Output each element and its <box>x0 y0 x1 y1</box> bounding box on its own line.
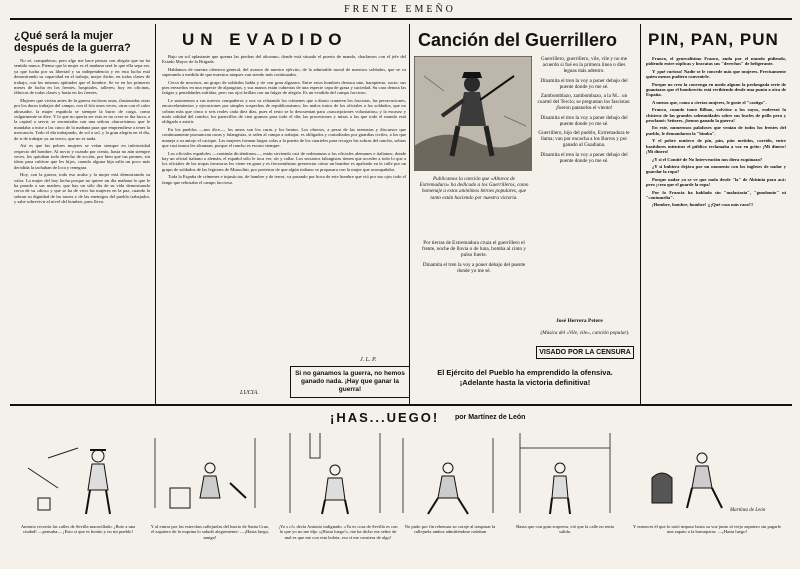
comic-panel-4 <box>398 428 498 518</box>
pin-article-title: PIN, PAN, PUN <box>648 30 779 49</box>
question-paragraph: Así es que las pobres mujeres se veían siempre en inferioridad respecto del hombre. Al novio y cuando por ciento, hasta no aún siempre veces, les quitaban todo derecho de acción, por bien que tus peones, sin ideas para cultivar que les hijos, cuando alguna hija salía un poco más decidida la tachaban de loca y renegara. <box>14 143 150 170</box>
evadido-paragraph: En los pueblos —nos dice—, los amos son los curas y los beatos. Los obreros, a pesar de las serenatas y discursos que continuamente pronuncian curas y falangistas, si salen al campo a trabajar, es obligados y custodiados por guardias civiles, a los que maneja a su antojo el cacique. Las mujeres forman largas colas a la puerta de los cuarteles para recoger las sobras del rancho, sobras que casi nunca les alcanzan, porque el rancho es escaso siempre. <box>162 126 406 149</box>
comic-caption-4: No pudo por fin rebenuar su coraje al traspasar la callejuela ambos admitiéndose rodaban <box>404 524 496 535</box>
question-article-body <box>14 58 150 388</box>
comic-title: ¡HAS...UEGO! <box>330 410 440 425</box>
pin-paragraph: ¡Hombre, hombre, hombre! ¡¡¡Qué cosa más rara!!! <box>652 202 754 208</box>
comic-caption-6: Y entonces él que lo notó impaso hasta su voz junto al viejo zapatero sin pagarle una zapato a la barraquera: —¡Hasta luego! <box>633 524 781 535</box>
pin-paragraph: Porque no creo la convenga en modo alguno la prolongada serie de guantazos que el hombrecito está recibiendo desde una punta a otra de España. <box>646 81 786 98</box>
column-divider <box>409 24 410 404</box>
cancion-author: José Herrera Petere <box>556 318 603 324</box>
masthead-title: FRENTE EMEÑO <box>344 4 456 15</box>
masthead-rule <box>10 18 792 20</box>
comic-panel-2 <box>150 428 260 518</box>
question-signature: LUCIA. <box>240 390 259 396</box>
comic-art-signature: Martínez de León <box>730 508 766 513</box>
cancion-article-title: Canción del Guerrillero <box>418 30 618 50</box>
stanza: Por tierras de Extremadura cruza el guerrillero el frente, noche de lluvia o de luna, bomba al cinto y pulso fuerte. <box>421 240 526 259</box>
cancion-music: (Música del «Vile, vile», canción popular). <box>540 330 630 336</box>
evadido-article-title: UN EVADIDO <box>182 30 348 49</box>
evadido-paragraph: Le sustraemos a sus nuevos compañeros y nos va relatando los crímenes que a diario cometen los fascistas, las persecuciones, encarcelamientos y ejecuciones por simples sospechas de republicanismo; los malos tratos de los oficiales a los soldados, que no cobran más que cinco o seis reales cada diez días, pues el resto se lo descuentan para «suscripciones voluntarias» y la escasez y mala calidad del rancho; los panecillos de cien gramos para todo el día; las procesiones y misas a las que todo el mundo está obligado a asistir. <box>162 97 406 125</box>
question-paragraph: Hoy, con la guerra, todo eso acaba y la mujer está demostrando su valor. La mujer del hoy lucha porque no quiere un día mañana lo que le ha pasado a sus madres; que hay un sólo día de su vida demostrando cerca de su «dios» y que se ha de vivir las mujeres en la paz, cuando la sobran su dignidad de las tareas y de las enemigos del pueblo trabajador, y sabe sobrevivir al nivel del hombre, pues lleva. <box>14 172 150 205</box>
comic-caption-3: ¡Yo s o!» decía Antonio indignado. «Ya es cosa de Sevilla es con lo que yo no me dijo «¡Hasta luego!», me ha dicho ese señor de mal es que me con esta boleta. eso sí me consiera de algo! <box>278 524 398 540</box>
ofensiva-banner <box>414 368 636 388</box>
pin-paragraph: Franco, cuando tomó Bilbao, volvióse a los suyos, enderezó la chistera de las grandes solemnidades sobre sus bucles de pollo pera y proclamó: Señores, ¡hemos ganado la guerra! <box>646 107 786 124</box>
evadido-callout-box: Si no ganamos la guerra, no hemos ganado nada. ¡Hay que ganar la guerra! <box>290 366 410 398</box>
column-divider <box>640 24 641 404</box>
ofensiva-line1: El Ejército del Pueblo ha emprendido la ofensiva. <box>437 368 613 377</box>
column-divider <box>155 24 156 404</box>
question-paragraph: Mujeres que vivían antes de la guerra esclavas unas, ilusionadas otras por los duros trabajos del campo, con el frío unos veces, otras con el calor abrasador, la mujer española se siempre la burro de carga, como vulgarmente se dice. Y lo que no quería ser esto es no creer se iba lucra, a la capital a servir, se encontraba con una señora «burorisima» que le mandaba a mise a las cinco de la mañana para que emprendiese a tener la mercancía. Todo el día trabajando, de sol a sol, y la gran alegría en el día, de ir de trabajar ya un tercio, que no es nada. <box>14 97 150 141</box>
pin-paragraph: Y ¡qué curioso! Nadie se le concede más que mujeres. Precisamente quien menos pudiera convenirle. <box>646 68 786 80</box>
evadido-paragraph: Los oficiales españoles —continúa diciéndonos—, están sirviendo casi de ordenanzas a los oficiales alemanes e italianos; donde hay un oficial italiano o alemán, el español sólo le toca ver, oír y callar. Los sectarios falangistas tienen que acceder a todo lo que a los oficiales de las tropas invasoras les viene en gana y es frecuentísimo presenciar cómo un hombre es apaleado en la calle por un grupo de soldados de las legiones de Mussolini, por protestar de que algún italiano se propasara con la mujer que acompañaba. <box>162 150 406 172</box>
pin-paragraph: Por lo Francia ha hablado sin "malastasia", "gundomio" ni "contumelia". <box>646 189 786 200</box>
stanza: Dinamita el tren la voy a poner debajo del puente donde yo me sé. <box>540 151 628 164</box>
comic-byline: por Martínez de León <box>455 414 526 421</box>
evadido-signature: J. L. P. <box>360 357 377 363</box>
pin-paragraph: A menos que, como a ciertas mujeres, le guste el "castigo". <box>652 99 767 105</box>
comic-caption-1: Antonio recorría las calles de Sevilla maravillado. ¡Bote a una ciudad! —pensaba— ¡Esto si que es bonito y no mi pueblo! <box>20 524 136 535</box>
question-paragraph: No sé, compañeras; pero algo me hace pensar con alegría que no ha sentido nunca. Pienso que la mujer es el mañana será lo que ella sepa ser, ya que lucha por su libertad y su independencia y en esta lucha está demostrando su capacidad en el trabajo, mejor dicho, en todas clases de trabajo, con los mismos aptitudes que el hombre. Se ve en los primeros meses de lucha en los frentes, hospitales, talleres; hoy en oficinas, fábricas de todas clases y hasta en los frentes. <box>14 58 150 96</box>
comic-caption-5: Hasta que con gran sorpresa, vió que la calle no tenía salida. <box>516 524 614 535</box>
section-divider <box>10 404 792 406</box>
comic-panel-6 <box>632 428 782 518</box>
stanza: Dinamita el tren la voy a poner debajo del puente donde yo me sé. <box>540 77 628 90</box>
comic-panel-3 <box>280 428 390 518</box>
comic-caption-2: Y al entrar por las estrechas callejuelas del barrio de Santa Cruz, el zapatero de la esquina lo saludó alegremente: —¡Hasta luego, amigo! <box>150 524 270 540</box>
evadido-article-body <box>162 54 406 354</box>
pin-paragraph: En este, numerosos palafoxes que venían de todos los frentes del pueblo, le demandaron la "bimba". <box>646 125 786 136</box>
ofensiva-line2: ¡Adelante hasta la victoria definitiva! <box>459 378 591 387</box>
pin-paragraph: Porque nadar ya se ve que nada desde "la" de Abisinia para acá: pero ¡crea que el guarde la ropa! <box>646 176 786 188</box>
stanza: Guerrillero, hijo del pueblo, Extremadura te llama; van por encacha a los Barros y por ganado al Guadiana. <box>538 130 630 149</box>
evadido-paragraph: Cerca de nosotros, un grupo de soldados habla y ríe con gran algazara. Entre estos hombres destaca uno, harapiento, sucio; sus pies envueltos en una especie de alpargatas, y sus manos están cubiertas de una especie capa de grasa y suciedad. Su cara denota las fatigas y penalidades sufridas, pero sus ojos brillan con un fulgor de alegría. Es un evadido del campo faccioso. <box>162 79 406 96</box>
pin-paragraph: ¿Y si el Comité de No Intervención nos diera esquinazo? <box>652 156 763 162</box>
stanza: Guerrillero, guerrillero, vile, vile y no me acuerdo si fué en la primera línea o dies leguas más adentro. <box>540 56 628 75</box>
cancion-stanzas-right <box>536 56 632 167</box>
comic-panel-1 <box>18 428 138 518</box>
evadido-paragraph: Bajo un sol aplastante que quema las piedras del altozano, donde está situado el puesto de mando, charlamos con el jefe del Estado Mayor de la Brigada. <box>162 54 406 65</box>
pin-paragraph: Franco, el generalísimo Franco, anda por el mundo pidiendo, pidiendo entre súplicas y bravatas sus "derechos" de beligerante. <box>646 56 786 67</box>
stanza: Dinamita el tren la voy a poner debajo del puente donde yo me sé. <box>422 261 526 274</box>
comic-panel-5 <box>510 428 620 518</box>
stanza: Zambomblazo, zambombazo, a la M... un cuartel del Tercio; se preguntan los fascistas: ¡fueron patanelos el viento! <box>537 93 631 112</box>
stanza: Dinamita el tren la voy a poner debajo del puente donde yo me sé. <box>540 114 628 127</box>
cancion-stanzas-left <box>418 240 530 277</box>
evadido-paragraph: Hablamos de nuestra ofensiva general, del avance de nuestro ejército, de la admirable moral de nuestros soldados, que se va superando a medida de que nuestros ataques van siendo más continuados. <box>162 66 406 78</box>
question-article-title: ¿Qué será la mujer después de la guerra? <box>14 30 131 54</box>
evadido-paragraph: Toda la España de crímenes e injusticias, de hambre y de terror, va pasando por boca de este hombre que vió por sus ojos todo el fango que rebosaba el campo faccioso. <box>162 174 406 185</box>
cancion-intro: Publicamos la canción que «Altavoz de Extremadura» ha dedicado a los Guerrilleros, como homenaje a estos anónimos héroes populares, que tanto están haciendo por nuestra victoria. <box>419 176 529 201</box>
censor-stamp: VISADO POR LA CENSURA <box>536 346 634 359</box>
pin-paragraph: ¿Y si hubiera dejára por un momento con los ingleses de nadar y guardar la ropa? <box>646 163 786 175</box>
pin-paragraph: Y el pobre muñeco de pin, pán, pún metidos, corrido, entre bastidores mientras el público reclamaba a voz en grito: ¡Mi dinero! ¡Mi dinero! <box>646 138 786 155</box>
pin-article-body <box>646 56 786 400</box>
guerrillero-illustration <box>414 56 532 171</box>
